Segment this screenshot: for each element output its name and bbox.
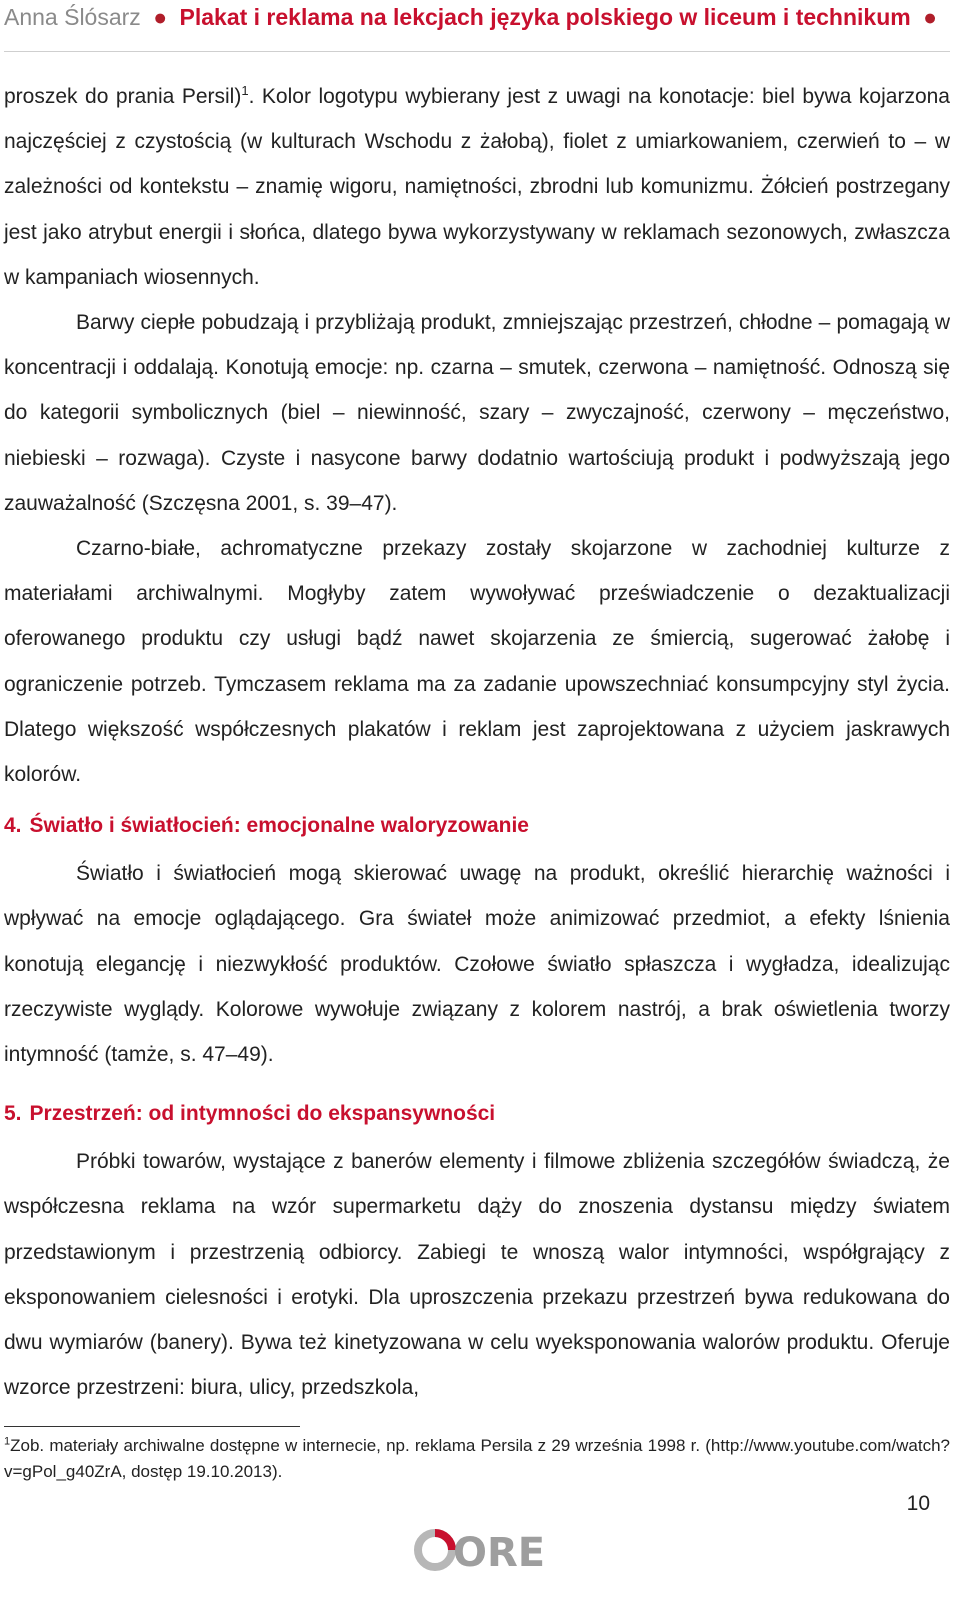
running-header <box>4 2 949 52</box>
header-bullet-icon: ● <box>153 4 168 30</box>
paragraph-3: Czarno-białe, achromatyczne przekazy zostały skojarzone w zachodniej kulturze z materiałami archiwalnymi. Mogłyby zatem wywoływać przeświadczenie o dezaktualizacji oferowanego produktu czy usługi bądź nawet skojarzenia ze śmiercią, sugerować żałobę i ograniczenie potrzeb. Tymczasem reklama ma za zadanie upowszechniać konsumpcyjny styl życia. Dlatego większość współczesnych plakatów i reklam jest zaprojektowana z użyciem jaskrawych kolorów. <box>4 537 950 787</box>
paragraph-2: Barwy ciepłe pobudzają i przybliżają produkt, zmniejszając przestrzeń, chłodne – pomagają w koncentracji i oddalają. Konotują emocje: np. czarna – smutek, czerwona – namiętność. Odnoszą się do kategorii symbolicznych (biel – niewinność, szary – zwyczajność, czerwony – męczeństwo, niebieski – rozwaga). Czyste i nasycone barwy dodatnio wartościują produkt i podwyższają jego zauważalność (Szczęsna 2001, s. 39–47). <box>4 311 950 515</box>
footnote-divider <box>4 1426 300 1427</box>
paragraph-1-rest: . Kolor logotypu wybierany jest z uwagi na konotacje: biel bywa kojarzona najczęściej z czystością (w kulturach Wschodu z żałobą), fiolet z umiarkowaniem, czerwień to – w zależności od kontekstu – znamię wigoru, namiętności, zbrodni lub komunizmu. Żółcień postrzegany jest jako atrybut energii i słońca, dlatego bywa wykorzystywany w reklamach sezonowych, zwłaszcza w kampaniach wiosennych. <box>4 85 950 289</box>
header-divider <box>4 51 950 52</box>
section-4-number: 4. <box>4 814 22 838</box>
ore-logo-svg <box>413 1520 546 1580</box>
footnote <box>4 1433 950 1485</box>
section-5-title: Przestrzeń: od intymności do ekspansywności <box>29 1102 496 1126</box>
logo-text: ORE <box>453 1530 546 1576</box>
section-5-number: 5. <box>4 1102 22 1126</box>
document-body <box>4 74 950 1410</box>
paragraph-5: Próbki towarów, wystające z banerów elementy i filmowe zbliżenia szczegółów świadczą, że współczesna reklama na wzór supermarketu dąży do znoszenia dystansu między światem przedstawionym i przestrzenią odbiorcy. Zabiegi te wnoszą walor intymności, współgrający z eksponowaniem cielesności i erotyki. Dla uproszczenia przekazu przestrzeń bywa redukowana do dwu wymiarów (banery). Bywa też kinetyzowana w celu wyeksponowania walorów produktu. Oferuje wzorce przestrzeni: biura, ulicy, przedszkola, <box>4 1150 950 1400</box>
paragraph-1-start: proszek do prania Persil) <box>4 85 242 108</box>
section-5-heading <box>4 1091 950 1136</box>
paragraph-4: Światło i światłocień mogą skierować uwagę na produkt, określić hierarchię ważności i wpływać na emocje oglądającego. Gra świateł może animizować przedmiot, a efekty lśnienia konotują elegancję i niezwykłość produktów. Czołowe światło spłaszcza i wygładza, idealizując rzeczywiste wyglądy. Kolorowe wywołuje związany z kolorem nastrój, a brak oświetlenia tworzy intymność (tamże, s. 47–49). <box>4 862 950 1067</box>
footnote-marker: 1 <box>4 1435 11 1448</box>
paragraph-1 <box>4 74 950 300</box>
page-number: 10 <box>906 1492 930 1515</box>
header-title: Plakat i reklama na lekcjach języka polskiego w liceum i technikum <box>179 4 911 30</box>
footnote-reference[interactable]: 1 <box>241 83 249 98</box>
header-bullet-icon-trailing: ● <box>923 4 938 30</box>
section-4-heading <box>4 803 950 848</box>
footnote-text: Zob. materiały archiwalne dostępne w internecie, np. reklama Persila z 29 września 1998 r. (http://www.youtube.com/watch?v=gPol_g40ZrA, dostęp 19.10.2013). <box>4 1436 950 1481</box>
section-4-title: Światło i światłocień: emocjonalne waloryzowanie <box>29 814 529 838</box>
ore-logo-icon <box>413 1520 546 1580</box>
header-author: Anna Ślósarz <box>4 4 141 30</box>
